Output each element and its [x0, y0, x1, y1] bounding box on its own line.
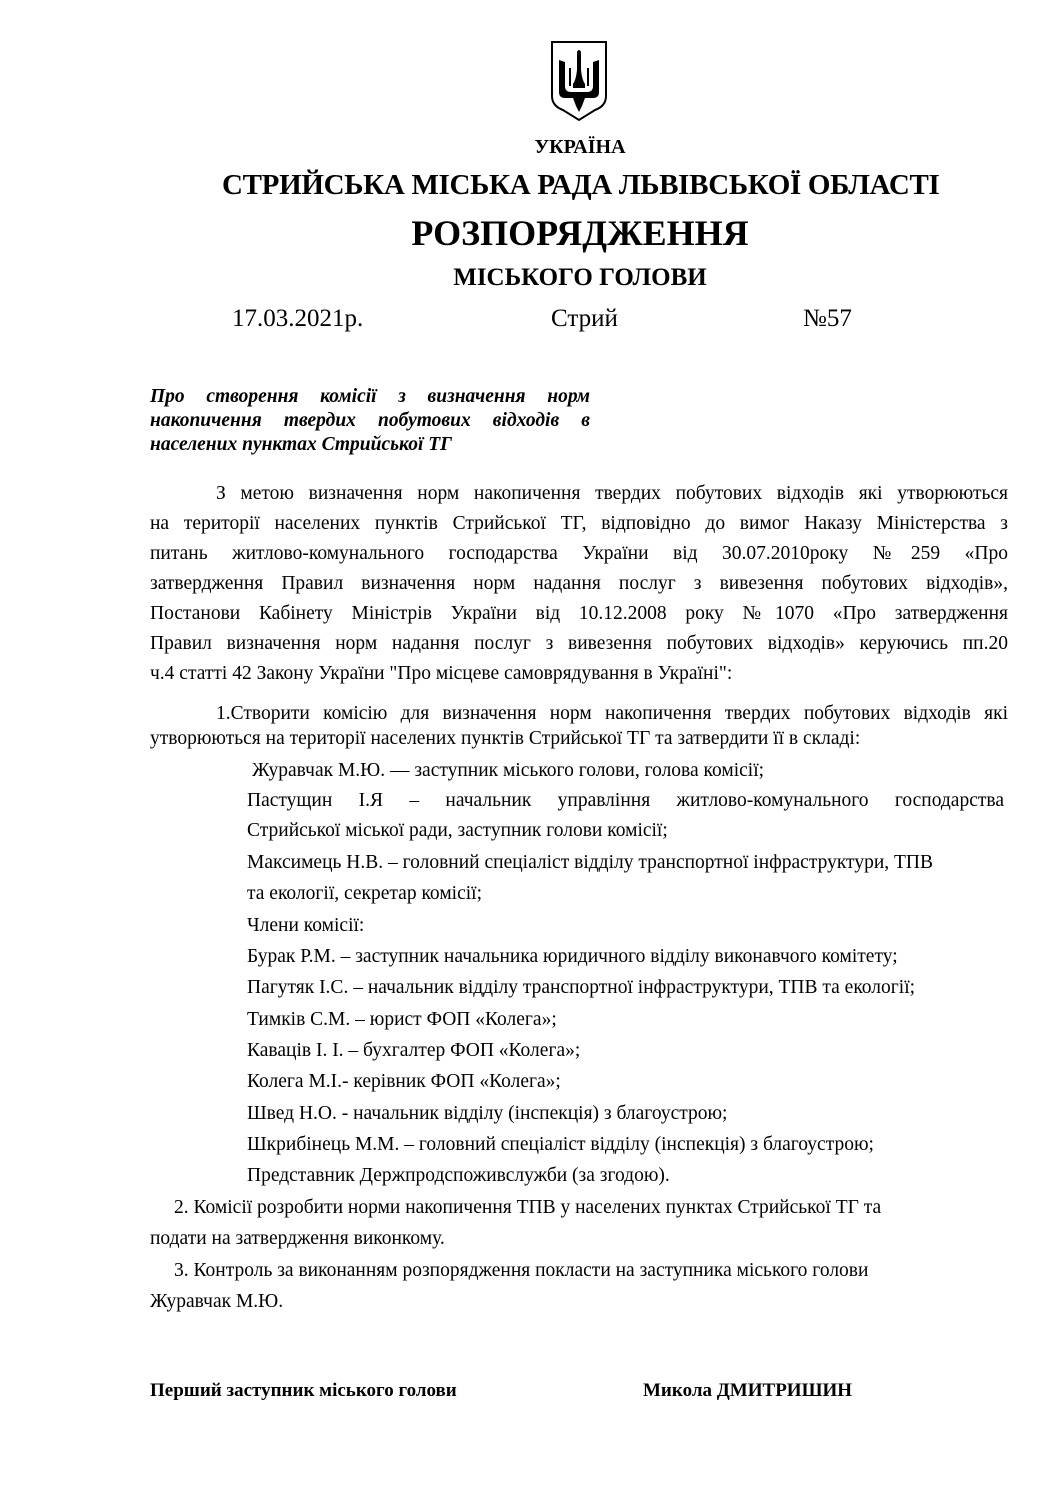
preamble-line: Постанови Кабінету Міністрів України від 10.12.2008 року №1070 «Про затвердження — [150, 603, 1008, 624]
member-item: Стрийської міської ради, заступник голови комісії; — [247, 820, 668, 841]
subject-line: накопичення твердих побутових відходів в — [150, 410, 590, 431]
item-2-line: подати на затвердження виконкому. — [150, 1228, 445, 1249]
member-item: та екології, секретар комісії; — [247, 883, 482, 904]
subject-line: населених пунктах Стрийської ТГ — [150, 434, 452, 455]
preamble-line: затвердження Правил визначення норм надання послуг з вивезення побутових відходів», — [150, 573, 1008, 594]
document-subject — [150, 385, 590, 457]
member-item: Шкрибінець М.М. – головний спеціаліст відділу (інспекція) з благоустрою; — [247, 1134, 874, 1155]
member-item: Пагутяк І.С. – начальник відділу транспортної інфраструктури, ТПВ та екології; — [247, 977, 916, 998]
signatory-name: Микола ДМИТРИШИН — [643, 1380, 852, 1401]
preamble-line: Правил визначення норм надання послуг з вивезення побутових відходів» керуючись пп.20 — [150, 633, 1008, 654]
document-date: 17.03.2021р. — [232, 305, 364, 332]
subject-line: Про створення комісії з визначення норм — [150, 386, 590, 407]
signatory-position: Перший заступник міського голови — [150, 1380, 457, 1401]
document-type-title: РОЗПОРЯДЖЕННЯ — [411, 213, 749, 253]
item-3-line: Журавчак М.Ю. — [150, 1291, 284, 1312]
member-item: Пастущин І.Я – начальник управління житлово-комунального господарства — [247, 790, 1004, 811]
trident-coat-of-arms-icon — [549, 40, 609, 122]
member-item: Тимків С.М. – юрист ФОП «Колега»; — [247, 1009, 557, 1030]
council-title: СТРИЙСЬКА МІСЬКА РАДА ЛЬВІВСЬКОЇ ОБЛАСТІ — [222, 169, 940, 201]
member-item: Журавчак М.Ю. — заступник міського голови, голова комісії; — [252, 760, 765, 781]
members-heading: Члени комісії: — [247, 915, 365, 936]
document-city: Стрий — [551, 305, 618, 332]
preamble-line: питань житлово-комунального господарства України від 30.07.2010року №259 «Про — [150, 543, 1008, 564]
item-1-line: 1.Створити комісію для визначення норм накопичення твердих побутових відходів які — [216, 703, 1008, 724]
preamble-line: З метою визначення норм накопичення твердих побутових відходів які утворюються — [216, 483, 1008, 504]
member-item: Кавацiв І. І. – бухгалтер ФОП «Колега»; — [247, 1040, 581, 1061]
item-3-line: 3. Контроль за виконанням розпорядження покласти на заступника міського голови — [174, 1260, 869, 1281]
document-number: №57 — [803, 305, 852, 332]
member-item: Швед Н.О. - начальник відділу (інспекція) з благоустрою; — [247, 1103, 728, 1124]
item-2-line: 2. Комісії розробити норми накопичення ТПВ у населених пунктах Стрийської ТГ та — [174, 1197, 882, 1218]
preamble-line: ч.4 статті 42 Закону України "Про місцеве самоврядування в Україні": — [150, 663, 733, 684]
member-item: Представник Держпродспоживслужби (за згодою). — [247, 1165, 670, 1186]
country-title: УКРАЇНА — [534, 136, 626, 158]
member-item: Бурак Р.М. – заступник начальника юридичного відділу виконавчого комітету; — [247, 946, 898, 967]
member-item: Колега М.І.- керівник ФОП «Колега»; — [247, 1071, 561, 1092]
item-1-line: утворюються на території населених пунктів Стрийської ТГ та затвердити її в складі: — [150, 728, 861, 749]
member-item: Максимець Н.В. – головний спеціаліст відділу транспортної інфраструктури, ТПВ — [247, 852, 934, 873]
issuer-title: МІСЬКОГО ГОЛОВИ — [453, 264, 707, 291]
preamble-line: на території населених пунктів Стрийської ТГ, відповідно до вимог Наказу Міністерства з — [150, 513, 1008, 534]
